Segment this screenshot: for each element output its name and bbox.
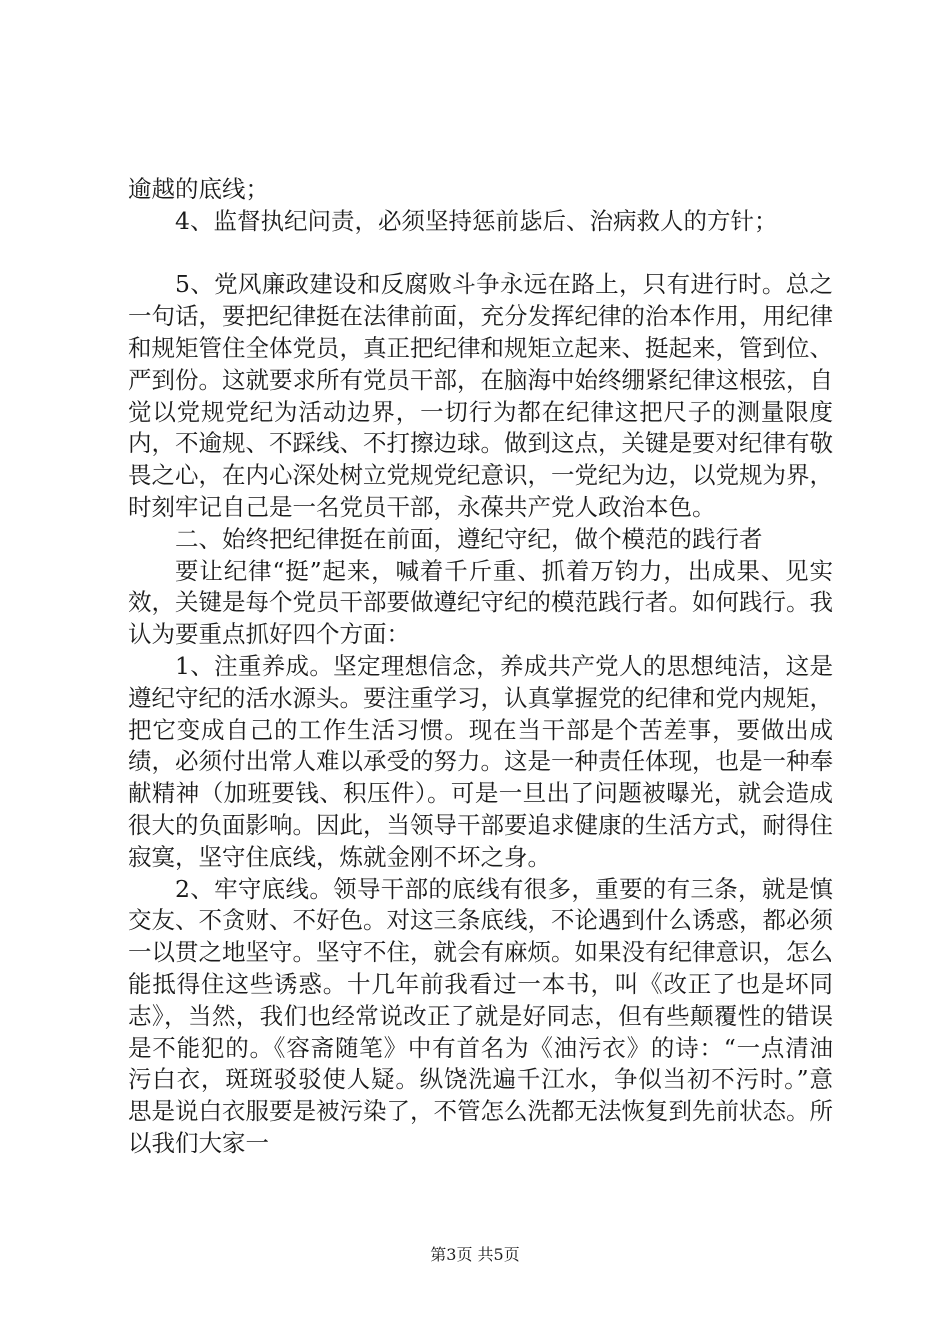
paragraph-item-4: 4、监督执纪问责，必须坚持惩前毖后、治病救人的方针； [175, 206, 778, 235]
paragraph-item-5: 5、党风廉政建设和反腐败斗争永远在路上，只有进行时。总之一句话，要把纪律挺在法律前面，充分发挥纪律的治本作用，用纪律和规矩管住全体党员，真正把纪律和规矩立起来、挺起来，管到位、严到份。这就要求所有党员干部，在脑海中始终绷紧纪律这根弦，自觉以党规党纪为活动边界，一切行为都在纪律这把尺子的测量限度内，不逾规、不踩线、不打擦边球。做到这点，关键是要对纪律有敬畏之心，在内心深处树立党规党纪意识，一党纪为边，以党规为界，时刻牢记自己是一名党员干部，永葆共产党人政治本色。 [128, 270, 833, 521]
paragraph-intro: 要让纪律“挺”起来，喊着千斤重、抓着万钧力，出成果、见实效，关键是每个党员干部要做遵纪守纪的模范践行者。如何践行。我认为要重点抓好四个方面： [128, 556, 833, 649]
paragraph-point-2: 2、牢守底线。领导干部的底线有很多，重要的有三条，就是慎交友、不贪财、不好色。对这三条底线，不论遇到什么诱惑，都必须一以贯之地坚守。坚守不住，就会有麻烦。如果没有纪律意识，怎么能抵得住这些诱惑。十几年前我看过一本书，叫《改正了也是坏同志》，当然，我们也经常说改正了就是好同志，但有些颠覆性的错误是不能犯的。《容斋随笔》中有首名为《油污衣》的诗：“一点清油污白衣，斑斑驳驳使人疑。纵饶洗遍千江水，争似当初不污时。”意思是说白衣服要是被污染了，不管怎么洗都无法恢复到先前状态。所以我们大家一 [128, 874, 833, 1157]
blank-line [128, 238, 833, 270]
section-heading-2: 二、始终把纪律挺在前面，遵纪守纪，做个模范的践行者 [175, 524, 763, 553]
page-number: 第3页 共5页 [430, 1245, 520, 1264]
body-text [128, 174, 833, 1160]
paragraph-continuation: 逾越的底线； [128, 175, 269, 203]
paragraph-point-1: 1、注重养成。坚定理想信念，养成共产党人的思想纯洁，这是遵纪守纪的活水源头。要注重学习，认真掌握党的纪律和党内规矩，把它变成自己的工作生活习惯。现在当干部是个苦差事，要做出成绩，必须付出常人难以承受的努力。这是一种责任体现，也是一种奉献精神（加班要钱、积压件）。可是一旦出了问题被曝光，就会造成很大的负面影响。因此，当领导干部要追求健康的生活方式，耐得住寂寞，坚守住底线，炼就金刚不坏之身。 [128, 651, 833, 871]
